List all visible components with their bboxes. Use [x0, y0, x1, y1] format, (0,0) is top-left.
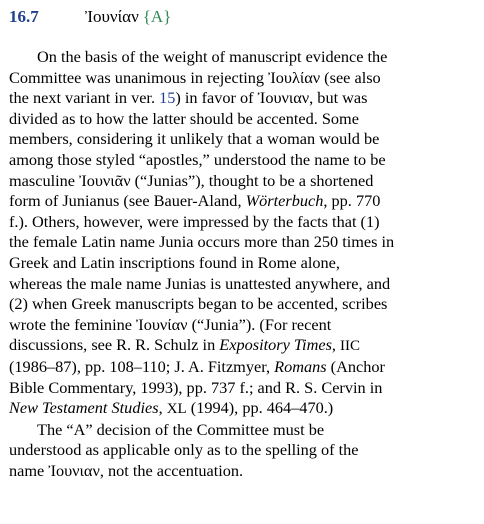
- text-line: members, considering it unlikely that a woman would be: [9, 129, 380, 149]
- text-line: wrote the feminine Ἰουνίαν (“Junia”). (For recent: [9, 314, 332, 334]
- text-line: name Ἰουνιαν, not the accentuation.: [9, 460, 244, 480]
- text-span: (Anchor: [326, 356, 385, 376]
- text-line: [9, 357, 478, 378]
- volume-number: IIC: [340, 338, 361, 355]
- text-line: Committee was unanimous in rejecting Ἰουλίαν (see also: [9, 67, 381, 87]
- text-line: [9, 191, 478, 212]
- verse-reference: 16.7: [9, 7, 39, 26]
- book-title: Romans: [274, 356, 327, 376]
- text-line: Greek and Latin inscriptions found in Rome alone,: [9, 252, 340, 272]
- text-line: (2) when Greek manuscripts began to be accented, scribes: [9, 294, 388, 314]
- text-line: among those styled “apostles,” understood the name to be: [9, 149, 386, 169]
- book-title: Wörterbuch: [245, 191, 324, 211]
- text-span: discussions, see R. R. Schulz in: [9, 335, 220, 355]
- commentary-paragraph-2: [9, 420, 478, 482]
- text-line: understood as applicable only as to the spelling of the: [9, 440, 359, 460]
- text-span: ) in favor of Ἰουνιαν, but was: [175, 88, 368, 108]
- text-line: [9, 398, 478, 420]
- entry-heading: [9, 6, 478, 28]
- journal-title: Expository Times: [219, 335, 332, 355]
- text-line: Bible Commentary, 1993), pp. 737 f.; and R. S. Cervin in: [9, 377, 383, 397]
- journal-title: New Testament Studies: [9, 398, 159, 418]
- text-line: divided as to how the latter should be accented. Some: [9, 108, 359, 128]
- text-line: f.). Others, however, were impressed by the facts that (1): [9, 211, 380, 231]
- commentary-paragraph-1: [9, 47, 478, 420]
- text-line: whereas the male name Junias is unattested anywhere, and: [9, 273, 391, 293]
- text-span: (1986–87), pp. 108–110; J. A. Fitzmyer,: [9, 356, 275, 376]
- verse-link[interactable]: 15: [159, 88, 176, 108]
- text-span: , pp. 770: [323, 191, 381, 211]
- volume-number: XL: [166, 401, 187, 418]
- text-line: masculine Ἰουνιᾶν (“Junias”), thought to be a shortened: [9, 170, 374, 190]
- text-line: On the basis of the weight of manuscript evidence the: [37, 47, 388, 66]
- text-span: (1994), pp. 464–470.): [186, 398, 334, 418]
- text-line: the female Latin name Junia occurs more than 250 times in: [9, 232, 395, 252]
- text-line: [9, 335, 478, 357]
- text-span: form of Junianus (see Bauer-Aland,: [9, 191, 246, 211]
- text-span: the next variant in ver.: [9, 88, 160, 108]
- text-span: ,: [331, 335, 341, 355]
- text-span: ,: [158, 398, 167, 418]
- text-line: The “A” decision of the Committee must be: [37, 419, 325, 439]
- greek-lemma: Ἰουνίαν: [85, 7, 139, 26]
- text-line: [9, 88, 478, 109]
- certainty-rating: {A}: [142, 7, 172, 26]
